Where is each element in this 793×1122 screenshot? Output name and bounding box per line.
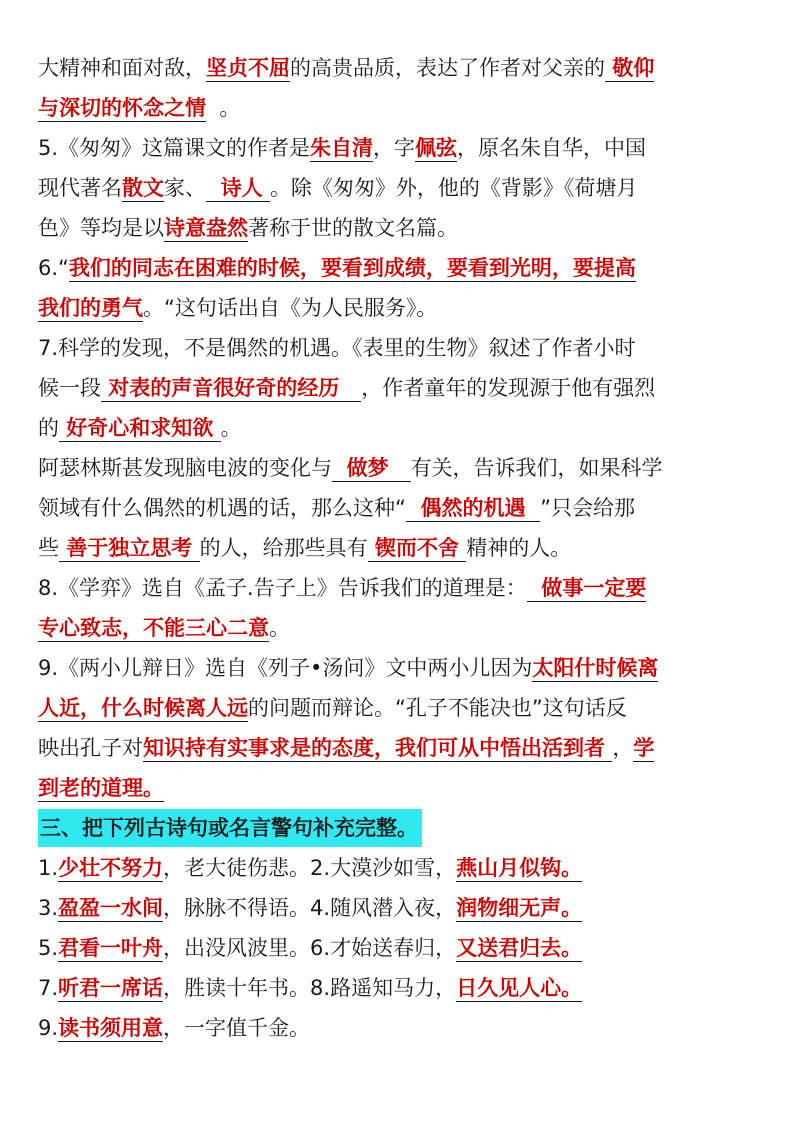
- answer-text: 又送君归去。: [456, 936, 583, 960]
- answer-text: 燕山月似钩。: [456, 856, 583, 880]
- body-text: 9.《两小儿辩日》选自《列子•汤问》文中两小儿因为: [38, 656, 533, 680]
- text-line: [38, 248, 756, 288]
- answer-text: 太阳什时候离: [532, 656, 659, 680]
- answer-text: 盈盈一水间: [58, 896, 164, 920]
- body-text: 现代著名: [38, 176, 122, 200]
- body-text: 。: [220, 416, 242, 440]
- answer-text: 诗意盎然: [164, 216, 248, 240]
- answer-text: 佩弦: [415, 136, 458, 160]
- text-line: [38, 648, 756, 688]
- body-text: 9.: [38, 1016, 59, 1040]
- answer-text: 读书须用意: [58, 1016, 164, 1040]
- text-line: [38, 288, 756, 328]
- answer-text: 人近，什么时候离人远: [38, 696, 248, 720]
- answer-text: 坚贞不屈: [206, 56, 290, 80]
- body-text: 的人，给那些具有: [199, 536, 368, 560]
- body-text: 。: [269, 616, 290, 640]
- body-text: 的高贵品质，表达了作者对父亲的: [290, 56, 605, 80]
- answer-text: 润物细无声。: [456, 896, 583, 920]
- body-text: ，原名朱自华，中国: [457, 136, 647, 160]
- text-line: [38, 528, 756, 568]
- body-text: 的: [38, 416, 59, 440]
- body-text: 映出孔子对: [38, 736, 143, 760]
- answer-text: 我们的同志在困难的时候，要看到成绩，要看到光明，要提高: [68, 256, 636, 280]
- answer-text: 日久见人心。: [456, 976, 583, 1000]
- body-text: 著称于世的散文名篇。: [248, 216, 458, 240]
- body-text: 。“这句话出自《为人民服务》。: [143, 296, 438, 320]
- text-line: [38, 1008, 756, 1048]
- text-line: [38, 688, 756, 728]
- body-text: 5.: [38, 936, 59, 960]
- body-text: 1.: [38, 856, 59, 880]
- worksheet-page: [38, 48, 756, 1048]
- text-line: [38, 408, 756, 448]
- answer-text: 到老的道理。: [38, 776, 164, 800]
- body-text: 的问题而辩论。“孔子不能决也”这句话反: [248, 696, 627, 720]
- text-line: [38, 208, 756, 248]
- body-text: ，一字值千金。: [163, 1016, 311, 1040]
- text-line: [38, 568, 756, 608]
- body-text: 7.科学的发现，不是偶然的机遇。《表里的生物》叙述了作者小时: [38, 336, 636, 360]
- body-text: 7.: [38, 976, 59, 1000]
- answer-text: 偶然的机遇: [405, 496, 541, 520]
- body-text: 8.《学弈》选自《孟子.告子上》告诉我们的道理是：: [38, 576, 527, 600]
- answer-text: 好奇心和求知欲: [59, 416, 221, 440]
- body-text: 3.: [38, 896, 59, 920]
- text-line: [38, 128, 756, 168]
- text-line: [38, 768, 756, 808]
- text-line: [38, 168, 756, 208]
- body-text: 家、: [164, 176, 206, 200]
- answer-text: 锲而不舍: [367, 536, 467, 560]
- body-text: ，: [612, 736, 634, 760]
- answer-text: 学: [633, 736, 655, 760]
- body-text: 。除《匆匆》外，他的《背影》《荷塘月: [269, 176, 638, 200]
- answer-text: 对表的声音很好奇的经历: [101, 376, 362, 400]
- body-text: 些: [38, 536, 59, 560]
- answer-text: 我们的勇气: [38, 296, 143, 320]
- body-text: 色》等均是以: [38, 216, 164, 240]
- body-text: ，字: [373, 136, 416, 160]
- text-line: [38, 88, 756, 128]
- answer-text: 专心致志，不能三心二意: [38, 616, 269, 640]
- answer-text: 与深切的怀念之情: [38, 96, 206, 120]
- answer-text: 听君一席话: [58, 976, 164, 1000]
- text-line: [38, 368, 756, 408]
- body-text: 阿瑟林斯甚发现脑电波的变化与: [38, 456, 332, 480]
- answer-text: 知识持有实事求是的态度，我们可从中悟出活到者: [143, 736, 613, 760]
- text-line: [38, 48, 756, 88]
- text-line: [38, 608, 756, 648]
- text-line: [38, 488, 756, 528]
- text-line: [38, 328, 756, 368]
- text-line: [38, 928, 756, 968]
- body-text: ，作者童年的发现源于他有强烈: [361, 376, 656, 400]
- answer-text: 朱自清: [310, 136, 374, 160]
- answer-text: 散文: [122, 176, 164, 200]
- answer-text: 诗人: [206, 176, 270, 200]
- body-text: 有关，告诉我们，如果科学: [410, 456, 663, 480]
- answer-text: 敬仰: [605, 56, 655, 80]
- body-text: ，胜读十年书。8.路遥知马力，: [163, 976, 457, 1000]
- section-heading: 三、把下列古诗句或名言警句补充完整。: [38, 809, 422, 847]
- body-text: 6.“: [38, 256, 69, 280]
- body-text: 精神的人。: [466, 536, 572, 560]
- text-line: [38, 888, 756, 928]
- answer-text: 君看一叶舟: [58, 936, 164, 960]
- answer-text: 做事一定要: [526, 576, 647, 600]
- text-line: [38, 448, 756, 488]
- body-text: 大精神和面对敌，: [38, 56, 206, 80]
- answer-text: 做梦: [332, 456, 411, 480]
- text-line: [38, 848, 756, 888]
- body-text: 候一段: [38, 376, 101, 400]
- text-line: [38, 968, 756, 1008]
- answer-text: 少壮不努力: [58, 856, 164, 880]
- body-text: 。: [206, 96, 241, 120]
- body-text: ，脉脉不得语。4.随风潜入夜，: [163, 896, 457, 920]
- answer-text: 善于独立思考: [59, 536, 200, 560]
- body-text: 5.《匆匆》这篇课文的作者是: [38, 136, 311, 160]
- body-text: ，老大徒伤悲。2.大漠沙如雪，: [163, 856, 457, 880]
- text-line: [38, 728, 756, 768]
- body-text: ”只会给那: [540, 496, 636, 520]
- body-text: 领域有什么偶然的机遇的话，那么这种“: [38, 496, 406, 520]
- body-text: ，出没风波里。6.才始送春归，: [163, 936, 457, 960]
- text-line: [38, 808, 756, 848]
